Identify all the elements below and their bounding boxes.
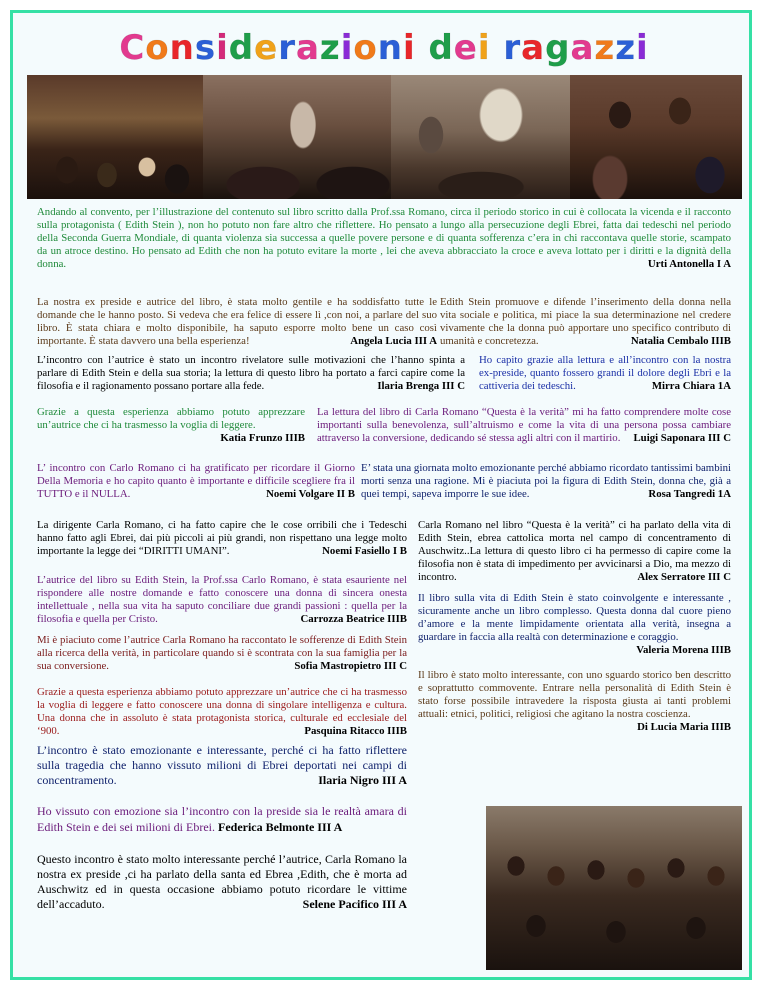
title-letter (491, 28, 504, 68)
photo-crowd (486, 806, 742, 970)
title-letter: z (319, 28, 341, 68)
comment-carrozza-beatrice: L’autrice del libro su Edith Stein, la Prof.ssa Carlo Romano, è stata esauriente nel rispondere alle nostre domande e fatto conoscere una donna di sincera onesta intellettuale , nella sua vita ha saputo conciliare due grandi passioni : quella per la filosofia e quella per Cristo. Carrozza Beatrice IIIB (37, 574, 407, 625)
comment-valeria-morena: Il libro sulla vita di Edith Stein è stato coinvolgente e interessante , sicuramente anche un libro complesso. Questa donna dal cuore pieno d’amore e la mente limpidamente orientata alla verità, insegna a guardare in faccia alla realtà con determinazione e coraggio. Valeria Morena IIIB (418, 592, 731, 656)
comment-selene-pacifico: Questo incontro è stato molto interessante perché l’autrice, Carla Romano la nostra ex preside ,ci ha parlato della santa ed Ebrea ,Edith, che è morta ad Auschwitz ed in questa occasione abbiamo potuto ricordare le vittime dell’accaduto. Selene Pacifico III A (37, 852, 407, 911)
title-letter: n (169, 28, 195, 68)
title-letter: i (402, 28, 416, 68)
comment-ilaria-nigro: L’incontro è stato emozionante e interessante, perché ci ha fatto riflettere sulla tragedia che hanno vissuto milioni di Ebrei deportati nei campi di concentramento. Ilaria Nigro III A (37, 743, 407, 787)
comment-noemi-volgare: L’ incontro con Carlo Romano ci ha gratificato per ricordare il Giorno Della Memoria e ho capito quanto è importante e difficile scegliere fra il TUTTO e il NULLA. Noemi Volgare II B (37, 462, 355, 500)
comment-urti-antonella: Andando al convento, per l’illustrazione del contenuto sul libro scritto dalla Prof.ssa Romano, circa il periodo storico in cui è collocata la vicenda e il racconto sulla protagonista ( Edith Stein ), non ho potuto non fare altro che riflettere. Ho pensato a lungo alla persecuzione degli Ebrei, fatta dai tedeschi nel periodo della Seconda Guerra Mondiale, di quanta violenza sia successa a quelle povere persone e di quanta sofferenza c’era in chi raccontava quelle storie, scampato da un atroce destino. Ho pensato ad Edith che non ha potuto evitare la morte , lei che aveva abbracciato la croce e aveva lottato per i diritti e la dignità della donna. Urti Antonella I A (37, 206, 731, 270)
title-letter (416, 28, 429, 68)
title-letter: a (295, 28, 320, 68)
comment-sofia-mastropietro: Mi è piaciuto come l’autrice Carla Romano ha raccontato le sofferenze di Edith Stein alla ricerca della verità, in particolare quando si è scontrata con la sua famiglia per la sua conversione. Sofia Mastropietro III C (37, 634, 407, 672)
comment-luigi-saponara: La lettura del libro di Carla Romano “Questa è la verità” mi ha fatto comprendere molte cose importanti sulla benevolenza, sull’altruismo e come la vita di una persona possa cambiare attraverso la conversione, dedicando sé stessa agli altri con il martirio. Luigi Saponara III C (317, 406, 731, 444)
comment-ilaria-brenga: L’incontro con l’autrice è stato un incontro rivelatore sulle motivazioni che l’hanno spinta a parlare di Edith Stein e della sua storia; la lettura di questo libro ha portato a farci capire come la filosofia e il ragionamento possano portare alla fede. Ilaria Brenga III C (37, 354, 465, 392)
title-letter: z (615, 28, 636, 68)
title-letter: n (377, 28, 403, 68)
title-letter: o (145, 28, 170, 68)
title-letter: a (570, 28, 595, 68)
title-letter: i (635, 28, 649, 68)
title-letter: d (428, 28, 454, 68)
comment-rosa-tangredi: E’ stata una giornata molto emozionante perché abbiamo ricordato tantissimi bambini morti senza una ragione. Mi è piaciuta poi la figura di Edith Stein, donna che, già a quei tempi, sapeva imporre le sue idee. Rosa Tangredi 1A (361, 462, 731, 500)
title-letter: s (194, 28, 217, 68)
comment-alex-serratore: Carla Romano nel libro “Questa è la verità” ci ha parlato della vita di Edith Stein, ebrea cattolica morta nel campo di concentramento di Auschwitz..La lettura di questo libro ci ha permesso di capire come la filosofia non è stata di impedimento per avvicinarsi a Dio, ma mezzo di incontro. Alex Serratore III C (418, 519, 731, 583)
title-letter: d (228, 28, 255, 68)
title-letter: e (453, 28, 478, 68)
title-letter: z (594, 28, 616, 68)
title-letter: C (119, 28, 146, 68)
photo-room-arches (391, 75, 570, 199)
comment-natalia-cembalo: Edith Stein promuove e difende l’inserimento della donna nella vita sociale e politica, mi piace la sua determinazione nel credere vivamente che la donna può apportare uno specifico contributo di umanità e concretezza. Natalia Cembalo IIIB (440, 296, 731, 347)
title-letter: i (477, 28, 491, 68)
title-letter: i (340, 28, 354, 68)
title-letter: r (503, 28, 522, 68)
title-letter: a (521, 28, 546, 68)
comment-pasquina-ritacco: Grazie a questa esperienza abbiamo potuto apprezzare un’autrice che ci ha trasmesso la voglia di leggere e fatto conoscere una donna di singolare intelligenza e cultura. Una donna che in assoluto è stata protagonista storica, culturale ed ecclesiale del ‘900. Pasquina Ritacco IIIB (37, 686, 407, 737)
photo-students-reading (570, 75, 742, 199)
title-letter: r (278, 28, 296, 68)
comment-mirra-chiara: Ho capito grazie alla lettura e all’incontro con la nostra ex-preside, quanto fossero grandi il dolore degli Ebri e la cattiveria dei tedeschi. Mirra Chiara 1A (479, 354, 731, 392)
title-letter: g (545, 28, 571, 68)
comment-angela-lucia: La nostra ex preside e autrice del libro, è stata molto gentile e ha soddisfatto tutte le domande che le hanno posto. Si vedeva che era felice di essere lì ,con noi, a parlare del suo libro. È stata chiara e molto disponibile, ha saputo esporre molto bene un caso così importante. È stata davvero una bella esperienza! Angela Lucia III A (37, 296, 437, 347)
photo-audience-left (27, 75, 205, 199)
title-letter: i (216, 28, 229, 68)
page-title (0, 28, 768, 68)
title-letter: e (254, 28, 279, 68)
comment-di-lucia-maria: Il libro è stato molto interessante, con uno sguardo storico ben descritto e soprattutto commovente. Entrare nella personalità di Edith Stein è stato forse possibile intravedere la risposta giusta ai tanti problemi attuali: etnici, politici, religiosi che agitano la nostra coscienza. Di Lucia Maria IIIB (418, 669, 731, 733)
comment-federica-belmonte: Ho vissuto con emozione sia l’incontro con la preside sia le realtà amara di Edith Stein e dei sei milioni di Ebrei. Federica Belmonte III A (37, 804, 407, 834)
comment-katia-frunzo: Grazie a questa esperienza abbiamo potuto apprezzare un’autrice che ci ha trasmesso la voglia di leggere. Katia Frunzo IIIB (37, 406, 305, 444)
photo-church-interior (203, 75, 393, 199)
title-letter: o (353, 28, 378, 68)
comment-noemi-fasiello: La dirigente Carla Romano, ci ha fatto capire che le cose orribili che i Tedeschi hanno fatto agli Ebrei, dai più piccoli ai più grandi, non rispettano una legge molto importante la legge dei “DIRITTI UMANI”. Noemi Fasiello I B (37, 519, 407, 557)
